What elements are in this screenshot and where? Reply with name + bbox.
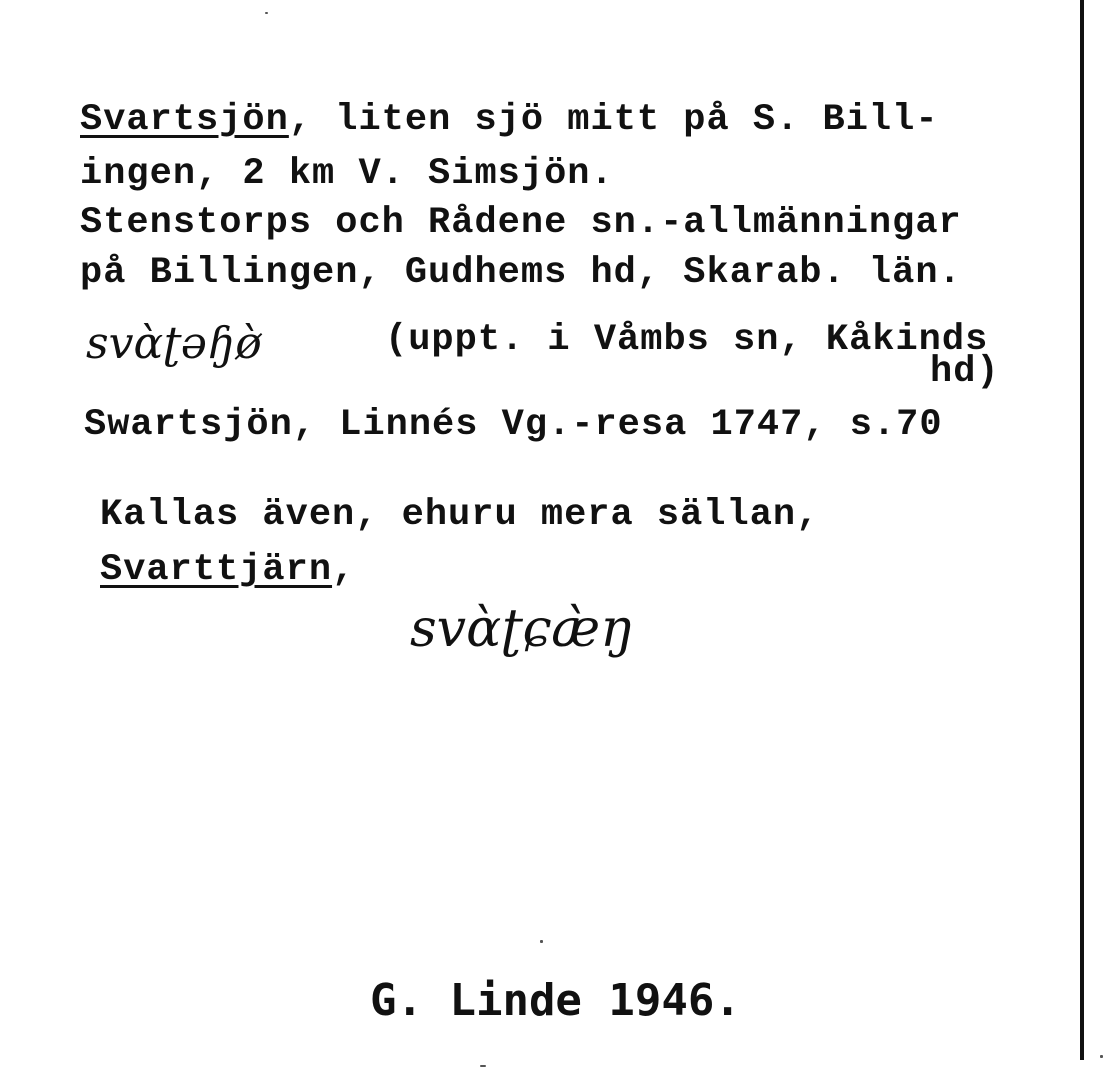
- scan-speck: [540, 940, 543, 943]
- scan-speck: [1100, 1055, 1103, 1058]
- alternate-name: Svarttjärn: [100, 549, 333, 591]
- entry-line-6: Swartsjön, Linnés Vg.-resa 1747, s.70: [84, 404, 943, 446]
- entry-line-3: Stenstorps och Rådene sn.-allmänningar: [80, 202, 962, 244]
- phonetic-transcription-1: svɑ̀ʈəɧø̀: [86, 318, 262, 369]
- source-note: (uppt. i Våmbs sn, Kåkinds: [385, 319, 989, 361]
- signature: G. Linde 1946.: [370, 975, 741, 1026]
- entry-line-7: Kallas även, ehuru mera sällan,: [100, 494, 820, 536]
- phonetic-transcription-2: svɑ̀ʈɕæ̀ŋ: [410, 599, 634, 659]
- alternate-name-line: [100, 550, 355, 590]
- entry-line-1: [80, 100, 939, 140]
- alternate-name-suffix: ,: [332, 549, 356, 591]
- entry-line-1-text: , liten sjö mitt på S. Bill-: [288, 99, 939, 141]
- scan-speck: [480, 1065, 486, 1067]
- headword: Svartsjön: [80, 99, 289, 141]
- entry-line-2: ingen, 2 km V. Simsjön.: [80, 153, 614, 195]
- scan-speck: [265, 12, 268, 14]
- entry-line-4: på Billingen, Gudhems hd, Skarab. län.: [80, 252, 962, 294]
- card-edge-line: [1080, 0, 1084, 1060]
- source-note-continued: hd): [930, 351, 1000, 393]
